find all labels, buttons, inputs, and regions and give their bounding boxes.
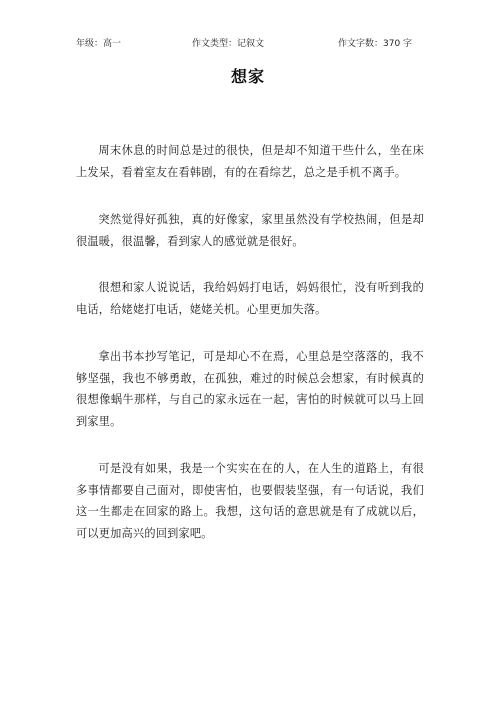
paragraph-1: 周末休息的时间总是过的很快，但是却不知道干些什么，坐在床上发呆，看着室友在看韩剧，有的在看综艺，总之是手机不离手。 [76, 144, 424, 179]
essay-body [76, 140, 424, 570]
word-count-label: 作文字数：370 字 [338, 39, 413, 49]
essay-title: 想家 [230, 67, 265, 86]
paragraph-3: 很想和家人说说话，我给妈妈打电话，妈妈很忙，没有听到我的电话，给姥姥打电话，姥姥关机。心里更加失落。 [76, 281, 424, 316]
essay-meta-bar [76, 37, 436, 51]
grade-label: 年级：高一 [76, 39, 122, 49]
paragraph-2: 突然觉得好孤独，真的好像家，家里虽然没有学校热闹，但是却很温暖，很温馨，看到家人的感觉就是很好。 [76, 213, 424, 248]
essay-type-label: 作文类型：记叙文 [192, 39, 265, 49]
paragraph-5: 可是没有如果，我是一个实实在在的人，在人生的道路上，有很多事情都要自己面对，即使害怕，也要假装坚强，有一句话说，我们这一生都走在回家的路上。我想，这句话的意思就是有了成就以后，可以更加高兴的回到家吧。 [76, 462, 424, 540]
paragraph-4: 拿出书本抄写笔记，可是却心不在焉，心里总是空落落的，我不够坚强，我也不够勇敢，在孤独，难过的时候总会想家，有时候真的很想像蜗牛那样，与自己的家永远在一起，害怕的时候就可以马上回到家里。 [76, 350, 424, 428]
